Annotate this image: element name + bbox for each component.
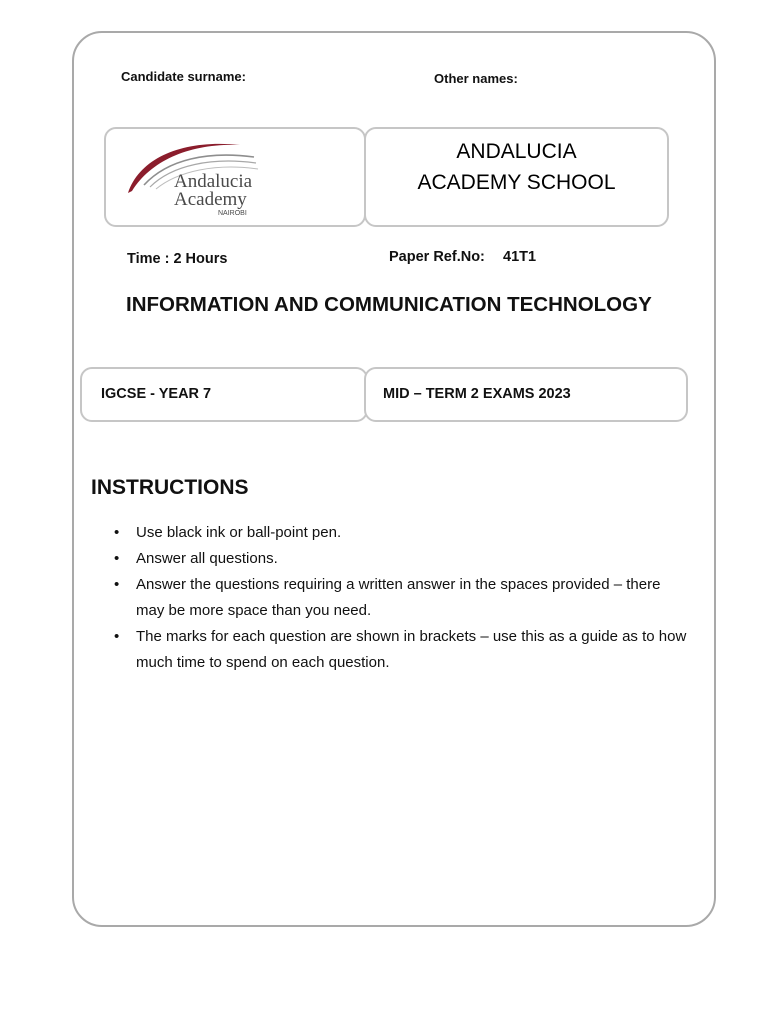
level-label: IGCSE - YEAR 7 <box>101 386 212 402</box>
bullet-icon: • <box>114 550 120 567</box>
instruction-text: The marks for each question are shown in brackets – use this as a guide as to how much time to spend on each question. <box>136 628 687 671</box>
paper-ref-label: Paper Ref.No: <box>389 249 485 265</box>
instruction-item <box>112 572 692 624</box>
logo-box <box>104 127 366 227</box>
logo-text-line2: Academy <box>174 189 247 210</box>
candidate-surname-label: Candidate surname: <box>121 69 246 84</box>
instructions-list <box>112 520 692 676</box>
level-box <box>80 367 368 422</box>
logo-text-line3: NAIROBI <box>218 210 247 217</box>
academy-logo-icon <box>122 135 302 219</box>
instructions-heading: INSTRUCTIONS <box>91 476 249 499</box>
school-name-box <box>364 127 669 227</box>
school-name-line1: ANDALUCIA <box>456 140 577 163</box>
bullet-icon: • <box>114 628 120 645</box>
exam-label: MID – TERM 2 EXAMS 2023 <box>383 386 571 402</box>
other-names-label: Other names: <box>434 71 518 86</box>
instruction-text: Use black ink or ball-point pen. <box>136 524 342 541</box>
instruction-text: Answer the questions requiring a written answer in the spaces provided – there may be more space than you need. <box>136 576 661 619</box>
bullet-icon: • <box>114 576 120 593</box>
school-name-line2: ACADEMY SCHOOL <box>417 171 616 194</box>
exam-box <box>364 367 688 422</box>
time-label: Time : 2 Hours <box>127 251 228 267</box>
instruction-item <box>112 520 692 546</box>
instruction-text: Answer all questions. <box>136 550 278 567</box>
logo-text-line1: Andalucia <box>174 171 253 192</box>
subject-title: INFORMATION AND COMMUNICATION TECHNOLOGY <box>126 293 652 316</box>
instruction-item <box>112 546 692 572</box>
bullet-icon: • <box>114 524 120 541</box>
instruction-item <box>112 624 692 676</box>
paper-ref-value: 41T1 <box>503 249 537 265</box>
